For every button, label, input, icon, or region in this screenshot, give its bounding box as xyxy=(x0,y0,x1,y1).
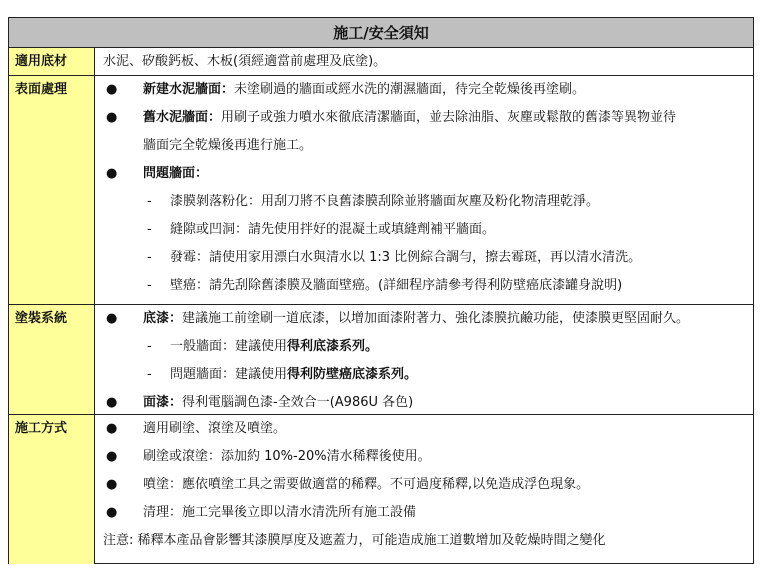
list-item xyxy=(103,415,747,443)
new-wall-heading: 新建水泥牆面： xyxy=(143,82,235,97)
old-wall-heading: 舊水泥牆面： xyxy=(143,110,222,125)
problem-cracks: 縫隙或凹洞：請先使用拌好的混凝土或填縫劑補平牆面。 xyxy=(170,222,496,237)
dilution-note: 注意: 稀釋本產品會影響其漆膜厚度及遮蓋力，可能造成施工道數增加及乾燥時間之變化 xyxy=(103,533,606,548)
method-item-1: 適用刷塗、滾塗及噴塗。 xyxy=(143,421,287,436)
bullet-icon: ● xyxy=(106,421,118,436)
topcoat-text: 得利電腦調色漆-全效合一(A986U 各色) xyxy=(182,395,414,410)
application-method-content xyxy=(95,415,753,564)
bullet-icon: ● xyxy=(106,311,118,326)
bullet-icon: ● xyxy=(106,166,118,181)
problem-mold: 發霉：請使用家用漂白水與清水以 1:3 比例綜合調勻，擦去霉斑，再以清水清洗。 xyxy=(170,250,642,265)
bullet-icon: ● xyxy=(106,449,118,464)
surface-prep-content xyxy=(95,76,753,304)
general-wall-text: 一般牆面：建議使用 xyxy=(170,339,288,354)
bullet-icon: ● xyxy=(106,82,118,97)
dash-icon: - xyxy=(147,222,152,237)
dash-icon: - xyxy=(147,339,152,354)
row-label-substrate: 適用底材 xyxy=(9,48,95,75)
problem-wall-heading: 問題牆面： xyxy=(143,166,209,181)
problem-wall-text: 問題牆面：建議使用 xyxy=(170,367,288,382)
bullet-icon: ● xyxy=(106,110,118,125)
row-label-surface-prep: 表面處理 xyxy=(9,76,95,304)
row-coating-system xyxy=(9,305,753,415)
old-wall-text: 用刷子或強力噴水來徹底清潔牆面，並去除油脂、灰塵或鬆散的舊漆等異物並待 xyxy=(221,110,677,125)
list-item xyxy=(103,104,747,132)
method-item-2: 刷塗或滾塗：添加約 10%-20%清水稀釋後使用。 xyxy=(143,449,431,464)
list-item xyxy=(103,499,747,527)
sub-list-item xyxy=(103,272,747,300)
bullet-icon: ● xyxy=(106,395,118,410)
bullet-icon: ● xyxy=(106,477,118,492)
row-label-coating-system: 塗裝系統 xyxy=(9,305,95,414)
bullet-icon: ● xyxy=(106,505,118,520)
sub-list-item xyxy=(103,244,747,272)
dash-icon: - xyxy=(147,194,152,209)
old-wall-continuation: 牆面完全乾燥後再進行施工。 xyxy=(143,138,313,153)
problem-wall-product: 得利防壁癌底漆系列。 xyxy=(287,367,418,382)
sub-list-item xyxy=(103,188,747,216)
sub-list-item xyxy=(103,361,747,389)
new-wall-text: 未塗刷過的牆面或經水洗的潮濕牆面，待完全乾燥後再塗刷。 xyxy=(234,82,586,97)
general-wall-product: 得利底漆系列。 xyxy=(287,339,379,354)
list-item xyxy=(103,443,747,471)
row-surface-prep xyxy=(9,76,753,305)
method-item-3: 噴塗：應依噴塗工具之需要做適當的稀釋。不可過度稀釋,以免造成浮色現象。 xyxy=(143,477,590,492)
safety-instructions-table xyxy=(8,17,754,564)
list-item-continuation xyxy=(103,132,747,160)
topcoat-heading: 面漆： xyxy=(143,395,183,410)
list-item xyxy=(103,76,747,104)
problem-peeling: 漆膜剝落粉化：用刮刀將不良舊漆膜刮除並將牆面灰塵及粉化物清理乾淨。 xyxy=(170,194,600,209)
coating-system-content xyxy=(95,305,753,414)
row-label-application-method: 施工方式 xyxy=(9,415,95,564)
row-application-method xyxy=(9,415,753,564)
row-substrate xyxy=(9,48,753,76)
dash-icon: - xyxy=(147,278,152,293)
primer-text: 建議施工前塗刷一道底漆，以增加面漆附著力、強化漆膜抗鹼功能，使漆膜更堅固耐久。 xyxy=(182,311,690,326)
primer-heading: 底漆： xyxy=(143,311,183,326)
sub-list-item xyxy=(103,333,747,361)
list-item xyxy=(103,160,747,188)
method-item-4: 清理：施工完畢後立即以清水清洗所有施工設備 xyxy=(143,505,417,520)
list-item xyxy=(103,389,747,417)
table-title: 施工/安全須知 xyxy=(9,18,753,48)
list-item xyxy=(103,305,747,333)
dash-icon: - xyxy=(147,250,152,265)
dash-icon: - xyxy=(147,367,152,382)
sub-list-item xyxy=(103,216,747,244)
list-item xyxy=(103,471,747,499)
substrate-text: 水泥、矽酸鈣板、木板(須經適當前處理及底塗)。 xyxy=(103,54,387,69)
problem-efflorescence: 壁癌：請先刮除舊漆膜及牆面壁癌。(詳細程序請參考得利防壁癌底漆罐身說明) xyxy=(170,278,623,293)
